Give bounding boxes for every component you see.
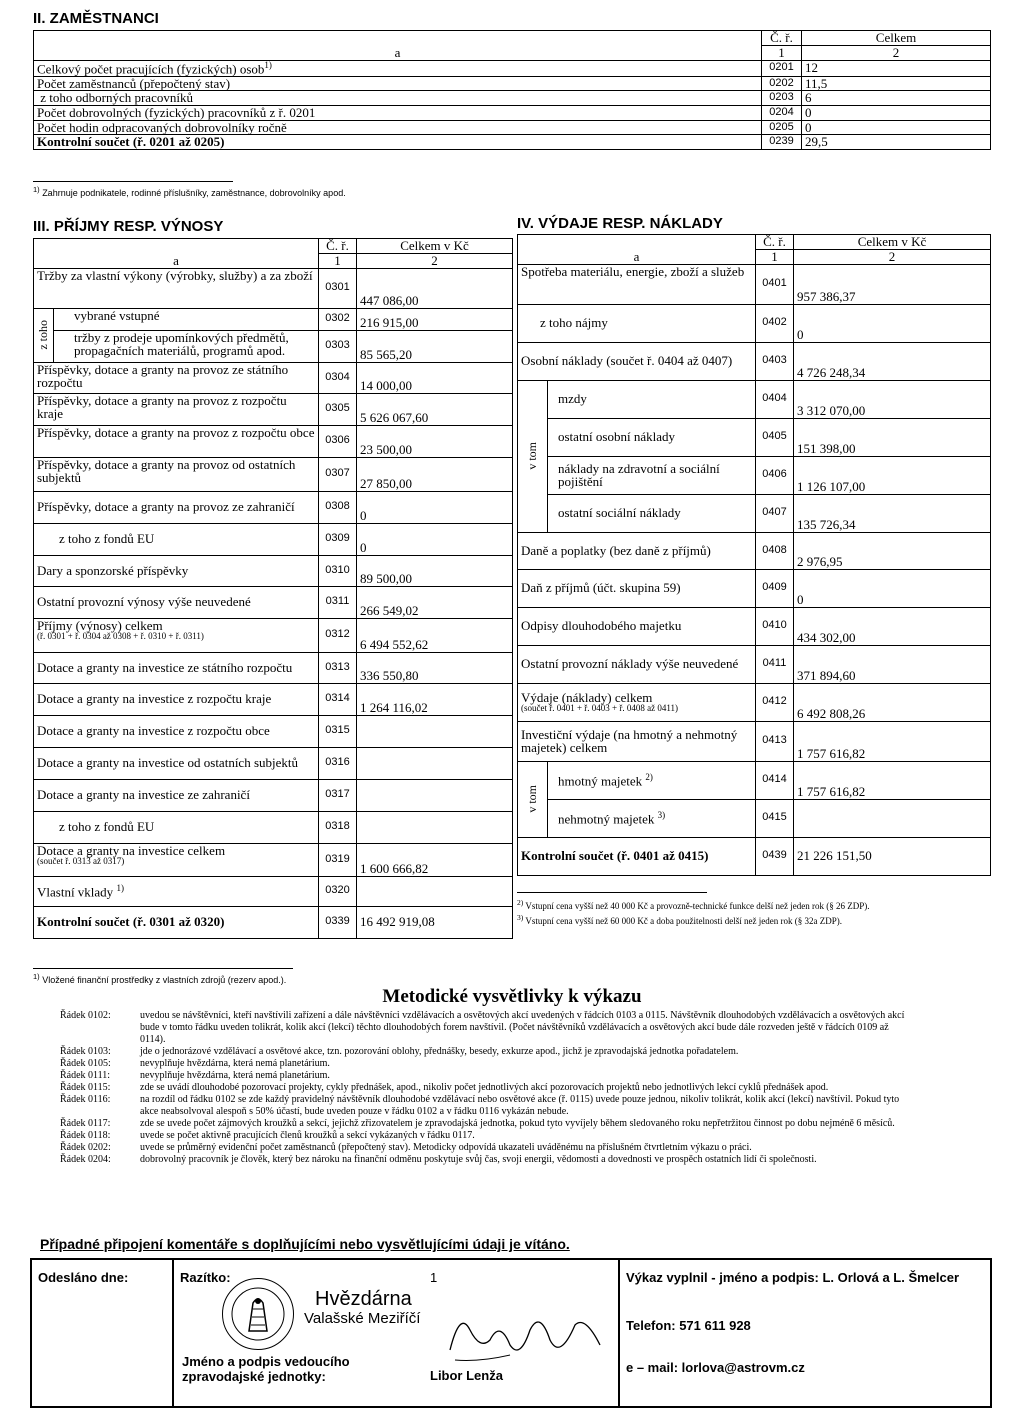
row-code: 0415 xyxy=(756,799,794,837)
row-value: 371 894,60 xyxy=(794,645,991,683)
row-code: 0304 xyxy=(319,362,357,393)
row-value: 1 757 616,82 xyxy=(794,761,991,799)
col-a-label: a xyxy=(394,45,401,60)
row-label: hmotný majetek $^{2)}$ xyxy=(548,761,756,799)
row-code: 0410 xyxy=(756,607,794,645)
row-value: 27 850,00 xyxy=(357,457,513,491)
row-code: 0311 xyxy=(319,586,357,618)
table-row xyxy=(34,652,513,683)
table-row xyxy=(518,532,991,569)
table-row xyxy=(518,683,991,721)
row-label: Příspěvky, dotace a granty na provoz z rozpočtu kraje xyxy=(34,393,319,425)
explanation-row: Řádek 0111: nevyplňuje hvězdárna, která nemá planetárium. xyxy=(60,1070,330,1081)
v-tom-label: v tom xyxy=(518,380,548,532)
income-table xyxy=(33,238,513,939)
row-value: 21 226 151,50 xyxy=(794,837,991,875)
row-value xyxy=(357,779,513,811)
row-label: Daně a poplatky (bez daně z příjmů) xyxy=(518,532,756,569)
row-code: 0314 xyxy=(319,683,357,715)
col-total-label: Celkem xyxy=(802,31,990,46)
col-cr-header xyxy=(762,31,802,61)
row-value: 336 550,80 xyxy=(357,652,513,683)
row-value: 6 xyxy=(802,91,991,106)
row-value: 0 xyxy=(802,120,991,135)
row-code: 0312 xyxy=(319,618,357,652)
row-label: Dary a sponzorské příspěvky xyxy=(34,555,319,586)
table-row xyxy=(34,747,513,779)
row-value: 957 386,37 xyxy=(794,264,991,304)
row-value: 135 726,34 xyxy=(794,494,991,532)
row-label: Počet zaměstnanců (přepočtený stav) xyxy=(34,76,762,91)
row-code: 0308 xyxy=(319,491,357,523)
footnotes-s4 xyxy=(517,897,997,927)
expense-table xyxy=(517,234,991,876)
row-code: 0313 xyxy=(319,652,357,683)
sent-date-label: Odesláno dne: xyxy=(38,1270,129,1285)
table-row xyxy=(34,876,513,906)
row-code: 0301 xyxy=(319,268,357,308)
footnote-2: $^{2)}$ Vstupní cena vyšší než 40 000 Kč a provozně-technické funkce delší než jeden rok (§ 26 ZDP). xyxy=(517,898,870,911)
explanation-row: Řádek 0204: dobrovolný pracovník je člověk, který bez nároku na finanční odměnu poskytuje svůj čas, svoji energii, vědomosti a dovednosti ve prospěch ostatních lidí či společnosti. xyxy=(60,1154,817,1165)
table-row xyxy=(34,425,513,457)
row-code: 0403 xyxy=(756,342,794,380)
head-name: Libor Lenža xyxy=(430,1368,503,1383)
row-code: 0317 xyxy=(319,779,357,811)
row-label: Dotace a granty na investice ze státního rozpočtu xyxy=(34,652,319,683)
row-label: Osobní náklady (součet ř. 0404 až 0407) xyxy=(518,342,756,380)
explanation-row: Řádek 0117: zde se uvede počet zájmových kroužků a sekcí, jejichž zřizovatelem je zpravodajská jednotka, pokud tyto vyvíjely během sledovaného roku nepřetržitou činnost po dobu nejméně 6 měsíců. xyxy=(60,1118,895,1129)
col-total-header xyxy=(802,31,991,61)
col-total-header: Celkem v Kč 2 xyxy=(794,235,991,265)
row-code: 0408 xyxy=(756,532,794,569)
col-total-header: Celkem v Kč 2 xyxy=(357,239,513,269)
table-row xyxy=(518,799,991,837)
explanation-row: Řádek 0103: jde o jednorázové vzdělávací a osvětové akce, tzn. pozorování oblohy, přednášky, besedy, exkurze apod., jichž je zpravodajská jednotka pořadatelem. xyxy=(60,1046,739,1057)
row-value: 16 492 919,08 xyxy=(357,906,513,938)
head-label: Jméno a podpis vedoucího zpravodajské jednotky: xyxy=(182,1354,350,1384)
table-row xyxy=(518,342,991,380)
footer-divider-2 xyxy=(618,1258,620,1408)
row-label: Příspěvky, dotace a granty na provoz ze zahraničí xyxy=(34,491,319,523)
footnote-divider xyxy=(33,181,233,182)
table-row xyxy=(518,380,991,418)
row-value: 5 626 067,60 xyxy=(357,393,513,425)
row-code: 0239 xyxy=(762,135,802,150)
table-row xyxy=(518,264,991,304)
row-label: Příspěvky, dotace a granty na provoz z rozpočtu obce xyxy=(34,425,319,457)
row-code: 0405 xyxy=(756,418,794,456)
stamp-label: Razítko: xyxy=(180,1270,231,1285)
row-label: náklady na zdravotní a sociální pojištění xyxy=(548,456,756,494)
row-value: 447 086,00 xyxy=(357,268,513,308)
row-label: Dotace a granty na investice z rozpočtu kraje xyxy=(34,683,319,715)
col-cr-header: Č. ř. 1 xyxy=(319,239,357,269)
row-value: 89 500,00 xyxy=(357,555,513,586)
row-label: Daň z příjmů (účt. skupina 59) xyxy=(518,569,756,607)
row-value: 2 976,95 xyxy=(794,532,991,569)
observatory-seal-icon xyxy=(223,1279,293,1349)
employees-table xyxy=(33,30,991,150)
table-row xyxy=(34,523,513,555)
row-code: 0407 xyxy=(756,494,794,532)
row-label: Příspěvky, dotace a granty na provoz od ostatních subjektů xyxy=(34,457,319,491)
row-code: 0439 xyxy=(756,837,794,875)
table-row xyxy=(518,645,991,683)
row-code: 0318 xyxy=(319,811,357,843)
explanations-list xyxy=(0,1010,1024,1166)
row-value: 0 xyxy=(794,569,991,607)
table-row xyxy=(34,618,513,652)
row-code: 0404 xyxy=(756,380,794,418)
table-row xyxy=(34,308,513,330)
row-code: 0406 xyxy=(756,456,794,494)
stamp-seal xyxy=(222,1278,294,1350)
row-label: mzdy xyxy=(548,380,756,418)
table-row xyxy=(518,837,991,875)
explanation-row: Řádek 0105: nevyplňuje hvězdárna, která nemá planetárium. xyxy=(60,1058,330,1069)
comment-note: Případné připojení komentáře s doplňujícími nebo vysvětlujícími údaji je vítáno. xyxy=(40,1236,570,1252)
col-a-header: a xyxy=(518,235,756,265)
table-row xyxy=(518,761,991,799)
table-row xyxy=(518,721,991,761)
row-value: 0 xyxy=(794,304,991,342)
stamp-name-2: Valašské Meziříčí xyxy=(304,1310,421,1327)
section-iii-title: III. PŘÍJMY RESP. VÝNOSY xyxy=(33,218,224,235)
row-label: Investiční výdaje (na hmotný a nehmotný majetek) celkem xyxy=(518,721,756,761)
explanation-row: Řádek 0116: na rozdíl od řádku 0102 se zde každý pravidelný návštěvník dlouhodobé vzdělávací nebo osvětové akce (ř. 0115) uvede pouze jednou, nikoliv tolikrát, kolik akcí (lekcí) navštívil. Pokud tyto akce neabsolvoval alespoň s 50% účastí, bude uveden pouze v řádku 0102 a v řádku 0116 vykázán nebude. xyxy=(60,1094,900,1117)
row-value xyxy=(794,799,991,837)
email: e – mail: lorlova@astrovm.cz xyxy=(626,1360,805,1375)
table-row xyxy=(34,491,513,523)
row-label: Celkový počet pracujících (fyzických) osob$^{1)}$ xyxy=(34,60,762,76)
row-code: 0402 xyxy=(756,304,794,342)
table-row xyxy=(518,418,991,456)
row-label: ostatní sociální náklady xyxy=(548,494,756,532)
row-code: 0409 xyxy=(756,569,794,607)
row-code: 0205 xyxy=(762,120,802,135)
row-label: Dotace a granty na investice z rozpočtu obce xyxy=(34,715,319,747)
row-label: vybrané vstupné xyxy=(54,308,319,330)
row-label: Vlastní vklady $^{1)}$ xyxy=(34,876,319,906)
row-code: 0339 xyxy=(319,906,357,938)
table-row xyxy=(518,569,991,607)
table-row xyxy=(34,135,991,150)
table-row xyxy=(34,362,513,393)
row-label: Dotace a granty na investice od ostatních subjektů xyxy=(34,747,319,779)
footnote-s3: $^{1)}$ Vložené finanční prostředky z vlastních zdrojů (rezerv apod.). xyxy=(33,972,287,985)
explanation-row: Řádek 0202: uvede se průměrný evidenční počet zaměstnanců (přepočtený stav). Metodicky odpovídá ukazateli uváděnému na příslušném čtvrtletním výkazu o práci. xyxy=(60,1142,752,1153)
row-code: 0320 xyxy=(319,876,357,906)
row-label: z toho nájmy xyxy=(518,304,756,342)
table-row xyxy=(34,330,513,362)
row-label: Výdaje (náklady) celkem (součet ř. 0401 + ř. 0403 + ř. 0408 až 0411) xyxy=(518,683,756,721)
row-label: Odpisy dlouhodobého majetku xyxy=(518,607,756,645)
row-value: 3 312 070,00 xyxy=(794,380,991,418)
table-row xyxy=(34,120,991,135)
row-value: 11,5 xyxy=(802,76,991,91)
col-a-header xyxy=(34,31,762,61)
row-code: 0302 xyxy=(319,308,357,330)
table-row xyxy=(518,304,991,342)
section-iv-title: IV. VÝDAJE RESP. NÁKLADY xyxy=(517,215,723,232)
row-value xyxy=(357,876,513,906)
row-value: 29,5 xyxy=(802,135,991,150)
row-code: 0310 xyxy=(319,555,357,586)
footnote-3: $^{3)}$ Vstupní cena vyšší než 60 000 Kč a doba použitelnosti delší než jeden rok (§ 32a ZDP). xyxy=(517,913,843,926)
row-value: 85 565,20 xyxy=(357,330,513,362)
row-value xyxy=(357,811,513,843)
footer-divider-1 xyxy=(172,1258,174,1408)
section-ii-title: II. ZAMĚSTNANCI xyxy=(33,10,159,27)
row-code: 0305 xyxy=(319,393,357,425)
table-row xyxy=(34,811,513,843)
table-row xyxy=(34,105,991,120)
row-label: Příspěvky, dotace a granty na provoz ze státního rozpočtu xyxy=(34,362,319,393)
row-label: Kontrolní součet (ř. 0401 až 0415) xyxy=(518,837,756,875)
row-value: 0 xyxy=(357,491,513,523)
phone: Telefon: 571 611 928 xyxy=(626,1318,751,1333)
table-row xyxy=(34,586,513,618)
row-value xyxy=(357,715,513,747)
row-code: 0303 xyxy=(319,330,357,362)
row-value: 0 xyxy=(802,105,991,120)
row-value: 216 915,00 xyxy=(357,308,513,330)
footnote-divider xyxy=(33,968,293,969)
row-label: Ostatní provozní výnosy výše neuvedené xyxy=(34,586,319,618)
row-value: 151 398,00 xyxy=(794,418,991,456)
row-label: tržby z prodeje upomínkových předmětů, propagačních materiálů, programů apod. xyxy=(54,330,319,362)
filled-by: Výkaz vyplnil - jméno a podpis: L. Orlová a L. Šmelcer xyxy=(626,1270,960,1285)
row-label: Dotace a granty na investice celkem (součet ř. 0313 až 0317) xyxy=(34,843,319,876)
row-value: 1 600 666,82 xyxy=(357,843,513,876)
stamp-name-1: Hvězdárna xyxy=(315,1288,412,1310)
row-value: 14 000,00 xyxy=(357,362,513,393)
row-label: Tržby za vlastní výkony (výrobky, služby) a za zboží xyxy=(34,268,319,308)
row-label: z toho odborných pracovníků xyxy=(34,91,762,106)
row-value: 1 126 107,00 xyxy=(794,456,991,494)
row-value: 6 494 552,62 xyxy=(357,618,513,652)
explanation-row: Řádek 0118: uvede se počet aktivně pracujících členů kroužků a sekcí vykázaných v řádku 0117. xyxy=(60,1130,475,1141)
row-code: 0306 xyxy=(319,425,357,457)
row-value: 434 302,00 xyxy=(794,607,991,645)
footnote-divider xyxy=(517,892,707,893)
row-label: Ostatní provozní náklady výše neuvedené xyxy=(518,645,756,683)
row-code: 0309 xyxy=(319,523,357,555)
row-code: 0414 xyxy=(756,761,794,799)
row-label: Počet hodin odpracovaných dobrovolníky ročně xyxy=(34,120,762,135)
row-code: 0202 xyxy=(762,76,802,91)
row-value: 6 492 808,26 xyxy=(794,683,991,721)
col-a-header: a xyxy=(34,239,319,269)
row-label: z toho z fondů EU xyxy=(34,523,319,555)
signature-icon xyxy=(440,1300,610,1370)
row-label: ostatní osobní náklady xyxy=(548,418,756,456)
row-code: 0315 xyxy=(319,715,357,747)
z-toho-label: z toho xyxy=(34,308,54,362)
table-row xyxy=(34,683,513,715)
table-row xyxy=(34,60,991,76)
row-value: 12 xyxy=(802,60,991,76)
row-code: 0401 xyxy=(756,264,794,304)
explanation-row: Řádek 0102: uvedou se návštěvníci, kteří navštívili zařízení a dále návštěvníci vzdělávacích a osvětových akcí uvedených v řádcích 0103 a 0115. Návštěvník dlouhodobých vzdělávacích a osvětových akcí bude v tomto řádku uveden tolikrát, kolik akcí (lekcí) těchto dlouhodobých forem navštívil. (Počet návštěvníků vzdělávacích a osvětových akcí bude dále rozveden ještě v řádcích 0109 až 0114). xyxy=(60,1010,905,1045)
table-row xyxy=(34,91,991,106)
row-value: 0 xyxy=(357,523,513,555)
row-code: 0412 xyxy=(756,683,794,721)
table-row xyxy=(518,494,991,532)
col-cr-label: Č. ř. xyxy=(762,31,801,46)
row-label: Kontrolní součet (ř. 0201 až 0205) xyxy=(34,135,762,150)
row-label: Dotace a granty na investice ze zahraničí xyxy=(34,779,319,811)
row-code: 0204 xyxy=(762,105,802,120)
table-row xyxy=(34,76,991,91)
table-row xyxy=(34,457,513,491)
table-row xyxy=(34,779,513,811)
row-label: Příjmy (výnosy) celkem (ř. 0301 + ř. 0304 až 0308 + ř. 0310 + ř. 0311) xyxy=(34,618,319,652)
row-code: 0307 xyxy=(319,457,357,491)
row-code: 0201 xyxy=(762,60,802,76)
col-1-label: 1 xyxy=(778,45,785,60)
explanations-title: Metodické vysvětlivky k výkazu xyxy=(382,986,642,1007)
row-code: 0411 xyxy=(756,645,794,683)
row-value: 1 757 616,82 xyxy=(794,721,991,761)
row-label: nehmotný majetek $^{3)}$ xyxy=(548,799,756,837)
row-value xyxy=(357,747,513,779)
row-label: Kontrolní součet (ř. 0301 až 0320) xyxy=(34,906,319,938)
row-code: 0413 xyxy=(756,721,794,761)
row-code: 0203 xyxy=(762,91,802,106)
row-value: 23 500,00 xyxy=(357,425,513,457)
table-row xyxy=(34,906,513,938)
row-label: Počet dobrovolných (fyzických) pracovníků z ř. 0201 xyxy=(34,105,762,120)
stamp-number: 1 xyxy=(430,1270,438,1285)
explanation-row: Řádek 0115: zde se uvádí dlouhodobé pozorovací projekty, cykly přednášek, apod., nikoliv počet jednotlivých akcí pozorovacích projektů nebo jednotlivých lekcí cyklů přednášek apod. xyxy=(60,1082,829,1093)
row-label: z toho z fondů EU xyxy=(34,811,319,843)
col-cr-header: Č. ř. 1 xyxy=(756,235,794,265)
table-row xyxy=(34,268,513,308)
col-2-label: 2 xyxy=(892,45,900,60)
table-row xyxy=(34,393,513,425)
row-label: Spotřeba materiálu, energie, zboží a služeb xyxy=(518,264,756,304)
table-row xyxy=(34,843,513,876)
row-value: 1 264 116,02 xyxy=(357,683,513,715)
row-value: 4 726 248,34 xyxy=(794,342,991,380)
table-row xyxy=(518,607,991,645)
table-row xyxy=(34,715,513,747)
table-row xyxy=(34,555,513,586)
row-code: 0316 xyxy=(319,747,357,779)
row-value: 266 549,02 xyxy=(357,586,513,618)
v-tom-label-2: v tom xyxy=(518,761,548,837)
row-code: 0319 xyxy=(319,843,357,876)
table-row xyxy=(518,456,991,494)
footnote-s2: $^{1)}$ Zahrnuje podnikatele, rodinné příslušníky, zaměstnance, dobrovolníky apod. xyxy=(33,185,346,198)
